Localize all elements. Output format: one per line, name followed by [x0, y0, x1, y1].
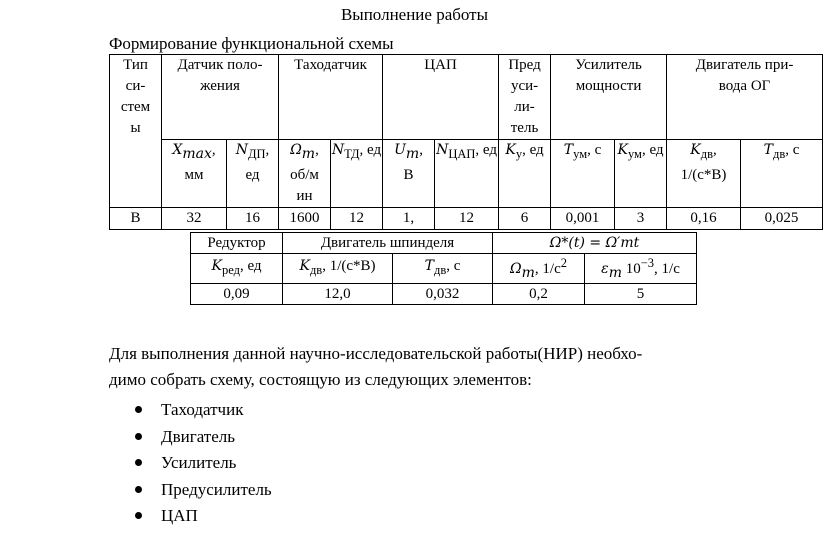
table-cell: 0,2 [493, 284, 585, 305]
table-cell: 6 [499, 208, 551, 230]
table-cell: 16 [227, 208, 279, 230]
table-cell: 0,001 [551, 208, 615, 230]
subheader-tum: $T_{ум}$, с [551, 140, 615, 208]
subheader-ky: $K_у$, ед [499, 140, 551, 208]
subheader-tdv: $T_{дв}$, с [741, 140, 823, 208]
subheader-kum: $K_{ум}$, ед [615, 140, 667, 208]
list-item: Предусилитель [135, 480, 272, 507]
table-cell: 12 [435, 208, 499, 230]
table-row [110, 208, 823, 230]
list-item: Усилитель [135, 453, 272, 480]
subheader-kdv: $K_{дв}$, 1/(с*В) [667, 140, 741, 208]
parameters-table [109, 54, 823, 230]
subheader-um: $U_m$, В [383, 140, 435, 208]
header-power-amplifier: Усилитель мощности [551, 55, 667, 140]
subheader-omega-m2: $\Omega_m$, $1/c^2$ [493, 254, 585, 284]
table-row [191, 284, 697, 305]
table-cell: 0,032 [393, 284, 493, 305]
bullet-icon [135, 459, 142, 466]
list-item: Двигатель [135, 427, 272, 454]
body-paragraph: Для выполнения данной научно-исследовательской работы(НИР) необхо- димо собрать схему, состоящую из следующих элементов: [109, 344, 643, 389]
header-system-type: Тип си- стем ы [110, 55, 162, 208]
table-cell: 1600 [279, 208, 331, 230]
table-cell: 0,025 [741, 208, 823, 230]
bullet-icon [135, 433, 142, 440]
element-list [135, 400, 272, 533]
header-position-sensor: Датчик поло- жения [162, 55, 279, 140]
subheader-tdv2: $T_{дв}$, с [393, 254, 493, 284]
subheader-kdv2: $K_{дв}$, 1/(с*В) [283, 254, 393, 284]
table-cell: В [110, 208, 162, 230]
table-cell: 12,0 [283, 284, 393, 305]
table-cell: 0,16 [667, 208, 741, 230]
table-cell: 5 [585, 284, 697, 305]
table-cell: 0,09 [191, 284, 283, 305]
header-preamplifier: Пред уси- ли- тель [499, 55, 551, 140]
subheader-kred: $K_{ред}$, ед [191, 254, 283, 284]
header-reducer: Редуктор [191, 233, 283, 254]
bullet-icon [135, 512, 142, 519]
header-spindle-motor: Двигатель шпинделя [283, 233, 493, 254]
header-tachometer: Таходатчик [279, 55, 383, 140]
spindle-table [190, 232, 697, 305]
table-cell: 32 [162, 208, 227, 230]
subheader-omega-m: $\Omega_m$, об/м ин [279, 140, 331, 208]
subheader-ndac: $N_{ЦАП}$, ед [435, 140, 499, 208]
header-dac: ЦАП [383, 55, 499, 140]
table-cell: 3 [615, 208, 667, 230]
list-item: ЦАП [135, 506, 272, 533]
section-title: Формирование функциональной схемы [109, 34, 394, 53]
table-cell: 1, [383, 208, 435, 230]
page-title: Выполнение работы [340, 5, 489, 24]
subheader-ndp: $N_{ДП}$, ед [227, 140, 279, 208]
bullet-icon [135, 406, 142, 413]
subheader-xmax: $X_{max}$, мм [162, 140, 227, 208]
header-drive-motor: Двигатель при- вода ОГ [667, 55, 823, 140]
bullet-icon [135, 486, 142, 493]
table-cell: 12 [331, 208, 383, 230]
header-omega-formula: Ω*(t) = Ω′mt [493, 233, 697, 254]
list-item: Таходатчик [135, 400, 272, 427]
subheader-ntd: $N_{ТД}$, ед [331, 140, 383, 208]
subheader-epsilon-m: $\varepsilon_m$ $10^{-3}$, 1/c [585, 254, 697, 284]
